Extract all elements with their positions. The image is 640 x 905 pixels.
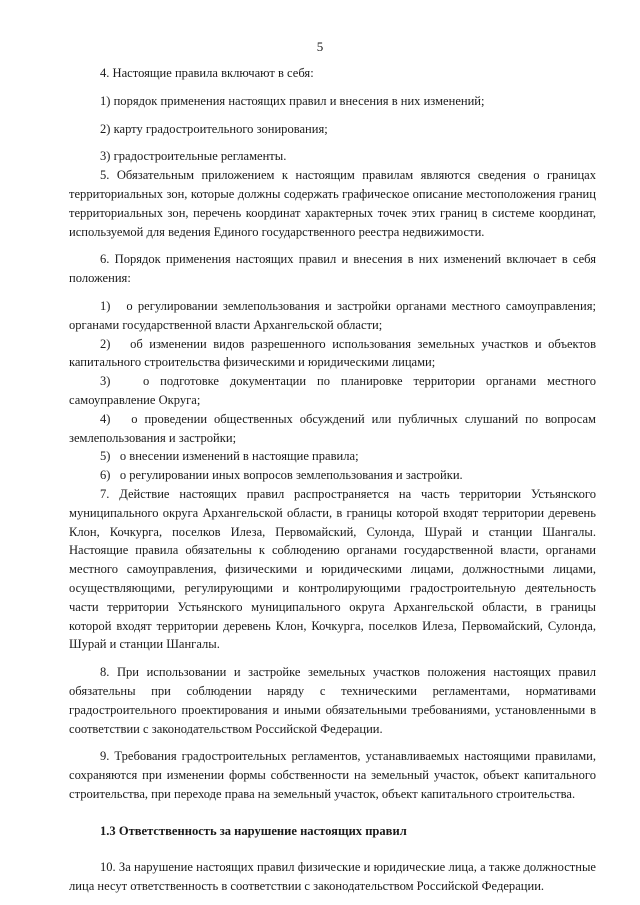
paragraph-9: 9. Требования градостроительных регламентов, устанавливаемых настоящими правилами, сохраняются при изменении формы собственности на земельный участок, объект капитального строительства, при переходе права на земельный участок, объект капитального строительства. bbox=[69, 749, 596, 801]
paragraph-6-item-1: 1) о регулировании землепользования и застройки органами местного самоуправления; органами государственной власти Архангельской области; bbox=[69, 298, 596, 332]
paragraph-5: 5. Обязательным приложением к настоящим правилам являются сведения о границах территориальных зон, которые должны содержать графическое описание местоположения границ территориальных зон, перечень координат характерных точек этих границ в системе координат, используемой для ведения Единого государственного реестра недвижимости. bbox=[69, 168, 596, 239]
paragraph-4-item-3: 3) градостроительные регламенты. bbox=[100, 149, 287, 164]
paragraph-6-item-3: 3) о подготовке документации по планировке территории органами местного самоуправление Округа; bbox=[69, 374, 596, 407]
paragraph-6-intro: 6. Порядок применения настоящих правил и внесения в них изменений включает в себя положения: bbox=[69, 252, 596, 286]
paragraph-7: 7. Действие настоящих правил распространяется на часть территории Устьянского муниципального округа Архангельской области, в границы которой входят территории деревень Клон, Кочкурга, поселков Илеза, Первомайский, Сулонда, Шурай и станции Шангалы. Настоящие правила обязательны к соблюдению органами государственной власти, органами местного самоуправления, физическими и юридическими лицами, должностными лицами, осуществляющими, регулирующими и контролирующими градостроительную деятельность части территории Устьянского муниципального округа Архангельской области, в границы которой входят территории деревень Клон, Кочкурга, поселков Илеза, Первомайский, Сулонда, Шурай и станции Шангалы. bbox=[69, 486, 596, 652]
paragraph-6-item-4: 4) о проведении общественных обсуждений или публичных слушаний по вопросам землепользования и застройки; bbox=[69, 411, 596, 445]
section-heading-1-3: 1.3 Ответственность за нарушение настоящих правил bbox=[100, 823, 407, 838]
paragraph-6-item-6: 6) о регулировании иных вопросов землепользования и застройки. bbox=[100, 468, 463, 483]
paragraph-4-item-1: 1) порядок применения настоящих правил и внесения в них изменений; bbox=[100, 93, 485, 108]
paragraph-4-intro: 4. Настоящие правила включают в себя: bbox=[100, 66, 314, 80]
page-number: 5 bbox=[316, 39, 324, 54]
paragraph-10: 10. За нарушение настоящих правил физические и юридические лица, а также должностные лица несут ответственность в соответствии с законодательством Российской Федерации. bbox=[69, 860, 596, 894]
paragraph-8: 8. При использовании и застройке земельных участков положения настоящих правил обязательны при соблюдении наряду с техническими регламентами, нормативами градостроительного проектирования и иными обязательными требованиями, установленными в соответствии с законодательством Российской Федерации. bbox=[69, 665, 596, 736]
document-body bbox=[69, 64, 596, 896]
paragraph-6-item-5: 5) о внесении изменений в настоящие правила; bbox=[100, 449, 359, 464]
paragraph-6-item-2: 2) об изменении видов разрешенного использования земельных участков и объектов капитального строительства физическими и юридическими лицами; bbox=[69, 336, 596, 370]
paragraph-4-item-2: 2) карту градостроительного зонирования; bbox=[100, 121, 328, 136]
